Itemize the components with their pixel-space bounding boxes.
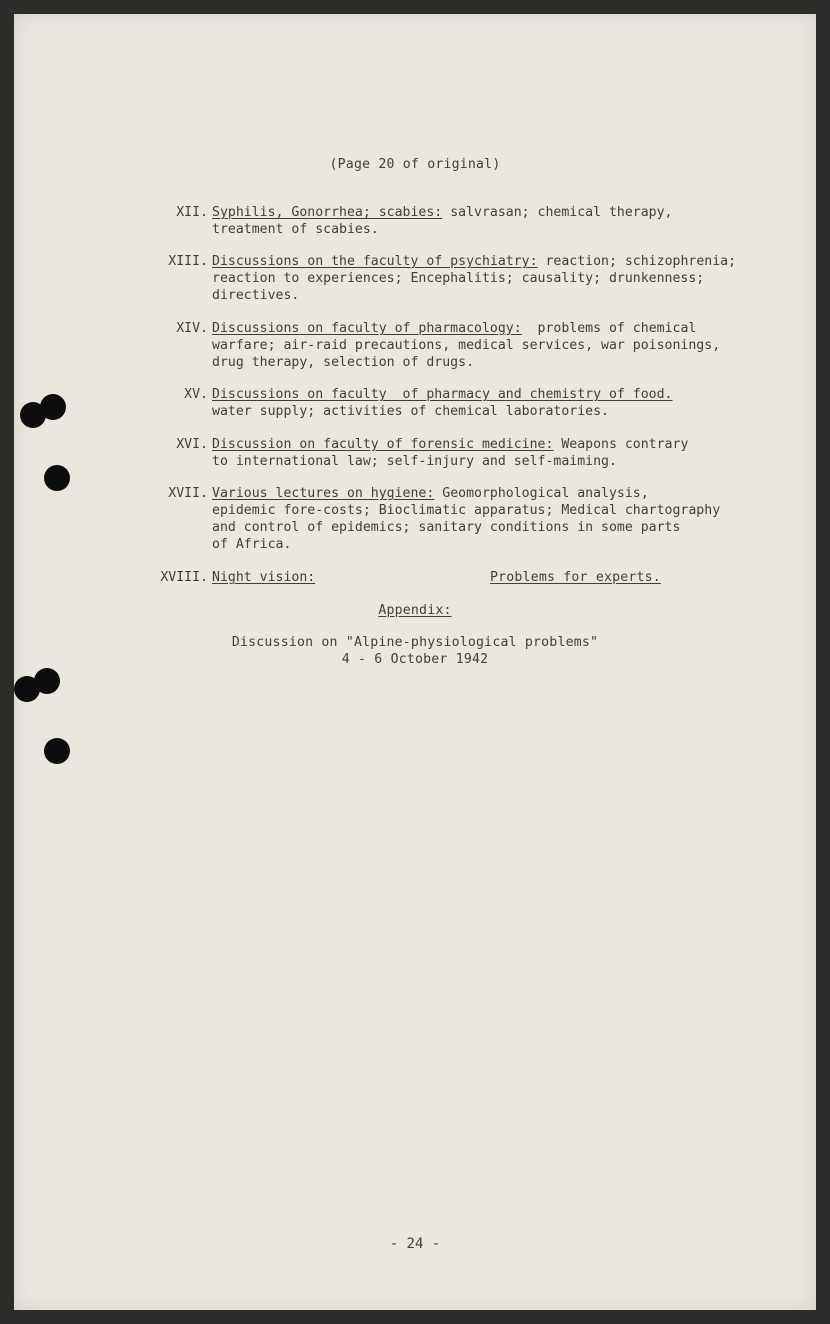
item-heading: Discussions on the faculty of psychiatry: bbox=[212, 254, 538, 269]
item-body bbox=[212, 386, 772, 420]
appendix-line-2: 4 - 6 October 1942 bbox=[341, 652, 489, 667]
punch-hole bbox=[20, 402, 46, 428]
item-right-heading: Problems for experts. bbox=[490, 570, 661, 585]
item-body bbox=[212, 485, 772, 553]
item-body bbox=[212, 320, 772, 371]
item-number: XVI. bbox=[176, 437, 208, 452]
item-body bbox=[212, 253, 772, 304]
punch-hole bbox=[44, 465, 70, 491]
item-heading: Discussions on faculty of pharmacology: bbox=[212, 321, 522, 336]
item-heading: Night vision: bbox=[212, 570, 316, 585]
item-number: XVII. bbox=[168, 486, 208, 501]
item-number: XV. bbox=[184, 387, 208, 402]
page-number: - 24 - bbox=[389, 1236, 441, 1252]
item-text: water supply; activities of chemical laboratories. bbox=[212, 404, 609, 419]
item-heading: Discussions on faculty of pharmacy and chemistry of food. bbox=[212, 387, 673, 402]
page-header: (Page 20 of original) bbox=[329, 157, 501, 172]
punch-hole bbox=[44, 738, 70, 764]
item-text: salvrasan; chemical therapy, treatment of scabies. bbox=[212, 205, 673, 237]
item-body bbox=[212, 436, 772, 470]
appendix-line-1: Discussion on "Alpine-physiological problems" bbox=[231, 635, 599, 650]
item-text: Geomorphological analysis, epidemic fore-costs; Bioclimatic apparatus; Medical chartography and control of epidemics; sanitary conditions in some parts of Africa. bbox=[212, 486, 721, 552]
document-page bbox=[14, 14, 816, 1310]
item-text: problems of chemical warfare; air-raid precautions, medical services, war poisonings, drug therapy, selection of drugs. bbox=[212, 321, 721, 370]
item-heading: Syphilis, Gonorrhea; scabies: bbox=[212, 205, 443, 220]
item-text: reaction; schizophrenia; reaction to experiences; Encephalitis; causality; drunkenness; directives. bbox=[212, 254, 737, 303]
item-heading: Discussion on faculty of forensic medicine: bbox=[212, 437, 554, 452]
item-number: XII. bbox=[176, 205, 208, 220]
item-heading: Various lectures on hygiene: bbox=[212, 486, 435, 501]
item-number: XIV. bbox=[176, 321, 208, 336]
punch-hole bbox=[14, 676, 40, 702]
appendix-title: Appendix: bbox=[378, 603, 452, 618]
item-text: Weapons contrary to international law; self-injury and self-maiming. bbox=[212, 437, 689, 469]
item-body bbox=[212, 204, 772, 238]
item-number: XVIII. bbox=[160, 570, 208, 585]
item-number: XIII. bbox=[168, 254, 208, 269]
